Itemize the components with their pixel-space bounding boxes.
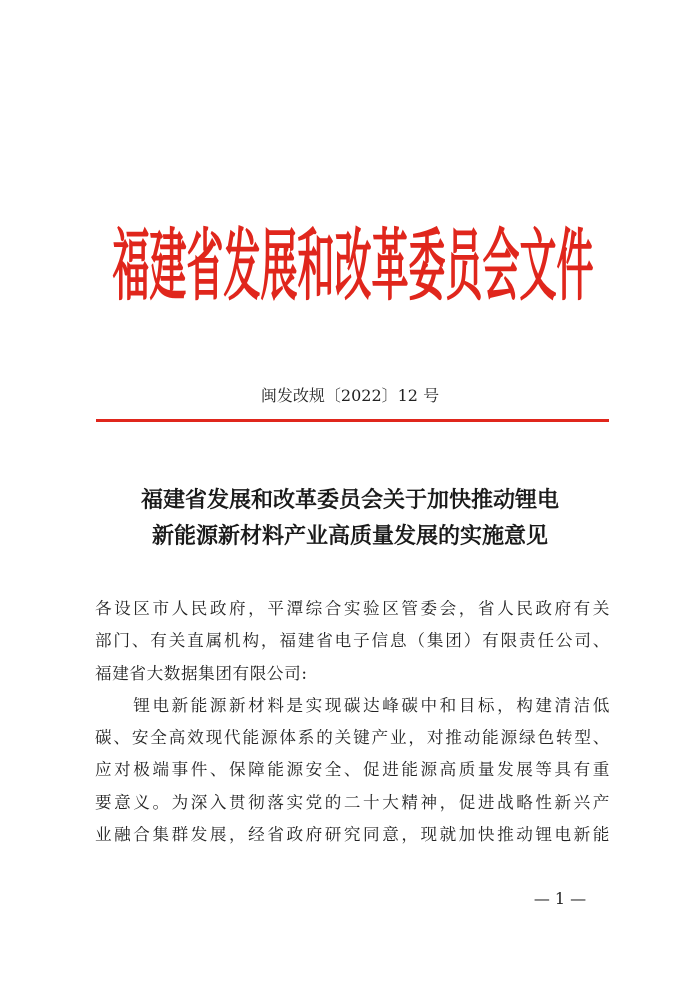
document-number: 闽发改规〔2022〕12 号	[260, 386, 440, 405]
body-line: 要意义。为深入贯彻落实党的二十大精神，促进战略性新兴产	[95, 792, 610, 812]
page-number: — 1 —	[533, 889, 587, 908]
agency-header-title	[96, 214, 610, 316]
red-separator-line	[96, 419, 609, 422]
body-line: 业融合集群发展，经省政府研究同意，现就加快推动锂电新能	[95, 825, 610, 845]
body-line: 应对极端事件、保障能源安全、促进能源高质量发展等具有重	[95, 760, 610, 780]
document-title	[80, 482, 620, 554]
body-line: 福建省大数据集团有限公司:	[95, 663, 308, 683]
document-body	[95, 593, 610, 851]
body-line: 碳、安全高效现代能源体系的关键产业，对推动能源绿色转型、	[95, 728, 610, 748]
document-title-line: 新能源新材料产业高质量发展的实施意见	[151, 523, 548, 549]
document-title-line: 福建省发展和改革委员会关于加快推动锂电	[140, 487, 559, 513]
body-line: 各设区市人民政府，平潭综合实验区管委会，省人民政府有关	[95, 599, 610, 618]
body-line: 部门、有关直属机构，福建省电子信息（集团）有限责任公司、	[95, 631, 610, 651]
agency-header-text: 福建省发展和改革委员会文件	[112, 218, 594, 312]
body-line: 锂电新能源新材料是实现碳达峰碳中和目标，构建清洁低	[95, 695, 610, 715]
